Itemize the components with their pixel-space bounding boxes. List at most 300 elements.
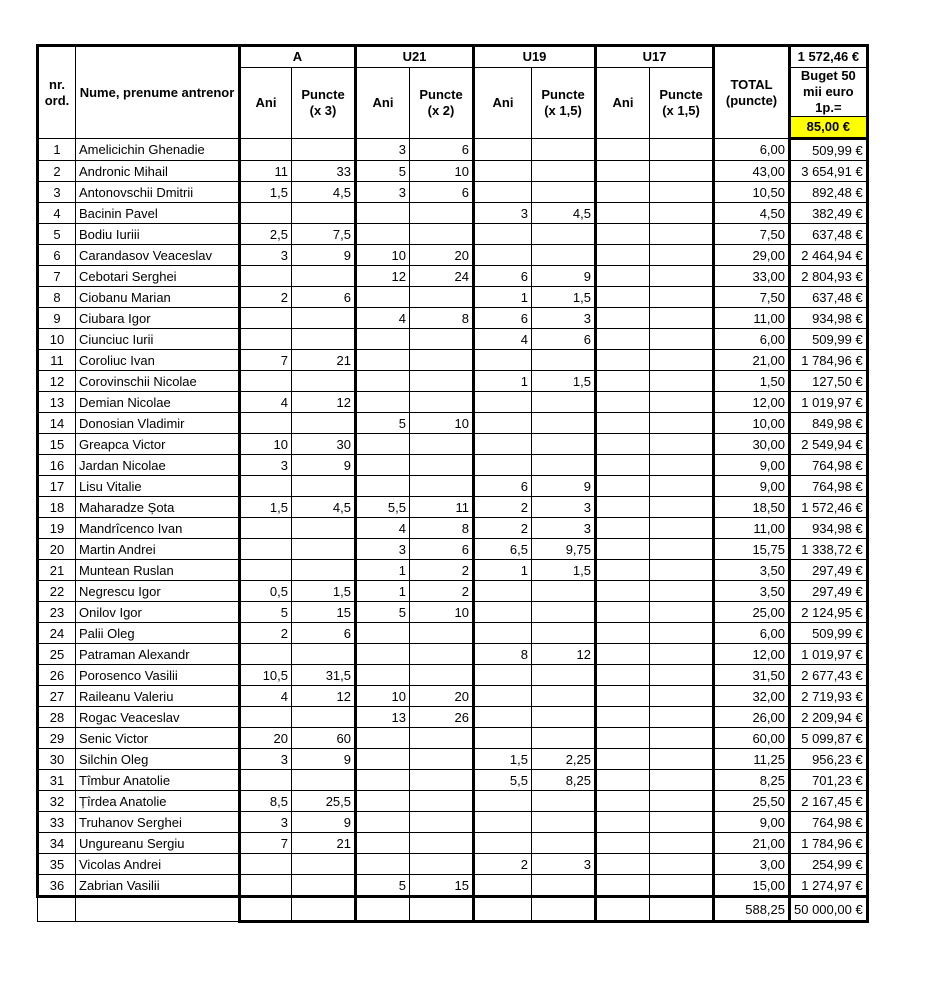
row-u19-ani: 1 [474, 371, 532, 392]
row-euro: 764,98 € [790, 812, 868, 833]
row-u21-ani [356, 329, 410, 350]
row-name: Demian Nicolae [76, 392, 240, 413]
row-total: 25,50 [714, 791, 790, 812]
row-u19-puncte: 1,5 [532, 560, 596, 581]
row-u19-ani: 2 [474, 497, 532, 518]
row-euro: 297,49 € [790, 560, 868, 581]
row-euro: 2 167,45 € [790, 791, 868, 812]
table-row [38, 434, 868, 455]
row-a-puncte [292, 707, 356, 728]
row-u21-puncte [410, 812, 474, 833]
row-u21-puncte: 24 [410, 266, 474, 287]
row-total: 26,00 [714, 707, 790, 728]
row-name: Ciubara Igor [76, 308, 240, 329]
row-u19-ani [474, 434, 532, 455]
row-u17-puncte [650, 476, 714, 497]
row-a-ani [240, 139, 292, 161]
row-a-ani [240, 875, 292, 897]
row-u17-puncte [650, 686, 714, 707]
row-u21-puncte [410, 203, 474, 224]
row-u21-ani: 12 [356, 266, 410, 287]
table-row [38, 623, 868, 644]
table-row [38, 497, 868, 518]
row-u19-ani [474, 812, 532, 833]
row-u17-puncte [650, 455, 714, 476]
row-euro: 637,48 € [790, 287, 868, 308]
row-a-ani [240, 707, 292, 728]
row-name: Muntean Ruslan [76, 560, 240, 581]
row-u21-ani: 13 [356, 707, 410, 728]
table-row [38, 139, 868, 161]
row-u17-ani [596, 392, 650, 413]
row-name: Martin Andrei [76, 539, 240, 560]
row-u19-ani: 4 [474, 329, 532, 350]
row-u17-puncte [650, 350, 714, 371]
row-u19-ani [474, 455, 532, 476]
row-u19-ani [474, 161, 532, 182]
row-u17-puncte [650, 161, 714, 182]
row-u21-puncte [410, 287, 474, 308]
row-total: 11,25 [714, 749, 790, 770]
row-euro: 1 338,72 € [790, 539, 868, 560]
row-u21-puncte: 8 [410, 308, 474, 329]
row-total: 10,50 [714, 182, 790, 203]
row-a-puncte: 25,5 [292, 791, 356, 812]
row-u17-ani [596, 476, 650, 497]
row-total: 12,00 [714, 392, 790, 413]
row-euro: 2 464,94 € [790, 245, 868, 266]
row-u21-ani: 5 [356, 161, 410, 182]
row-u19-puncte [532, 245, 596, 266]
table-row [38, 476, 868, 497]
row-u17-puncte [650, 770, 714, 791]
row-euro: 849,98 € [790, 413, 868, 434]
row-u21-ani [356, 434, 410, 455]
row-u17-puncte [650, 224, 714, 245]
row-u21-ani [356, 350, 410, 371]
row-u17-puncte [650, 308, 714, 329]
table-row [38, 224, 868, 245]
row-u21-puncte [410, 644, 474, 665]
row-nr: 11 [38, 350, 76, 371]
row-name: Zabrian Vasilii [76, 875, 240, 897]
row-nr: 16 [38, 455, 76, 476]
row-nr: 10 [38, 329, 76, 350]
row-u21-puncte [410, 854, 474, 875]
table-row [38, 560, 868, 581]
row-u17-ani [596, 791, 650, 812]
row-u21-puncte [410, 371, 474, 392]
row-u19-puncte: 9,75 [532, 539, 596, 560]
row-nr: 21 [38, 560, 76, 581]
row-u21-puncte: 15 [410, 875, 474, 897]
table-row [38, 791, 868, 812]
totals-empty-nr [38, 897, 76, 922]
row-a-ani [240, 770, 292, 791]
row-nr: 3 [38, 182, 76, 203]
row-a-ani: 5 [240, 602, 292, 623]
row-total: 32,00 [714, 686, 790, 707]
row-u19-puncte [532, 833, 596, 854]
row-u19-puncte: 1,5 [532, 371, 596, 392]
row-u19-puncte [532, 413, 596, 434]
row-u17-ani [596, 518, 650, 539]
row-a-ani: 10,5 [240, 665, 292, 686]
row-u17-puncte [650, 623, 714, 644]
row-u19-puncte: 8,25 [532, 770, 596, 791]
row-name: Greapca Victor [76, 434, 240, 455]
row-a-ani: 7 [240, 833, 292, 854]
row-name: Palii Oleg [76, 623, 240, 644]
row-nr: 9 [38, 308, 76, 329]
row-u17-puncte [650, 266, 714, 287]
row-name: Coroliuc Ivan [76, 350, 240, 371]
totals-empty-u17-ani [596, 897, 650, 922]
row-name: Ciunciuc Iurii [76, 329, 240, 350]
row-total: 9,00 [714, 812, 790, 833]
row-total: 8,25 [714, 770, 790, 791]
row-u17-ani [596, 770, 650, 791]
row-u19-puncte: 3 [532, 518, 596, 539]
row-u21-ani [356, 203, 410, 224]
table-row [38, 728, 868, 749]
row-nr: 24 [38, 623, 76, 644]
row-nr: 26 [38, 665, 76, 686]
row-u17-puncte [650, 497, 714, 518]
row-name: Țîrdea Anatolie [76, 791, 240, 812]
row-total: 3,00 [714, 854, 790, 875]
row-u19-puncte: 3 [532, 854, 596, 875]
row-a-ani [240, 203, 292, 224]
row-a-puncte: 9 [292, 749, 356, 770]
row-u21-puncte [410, 623, 474, 644]
row-euro: 637,48 € [790, 224, 868, 245]
row-total: 18,50 [714, 497, 790, 518]
table-row [38, 455, 868, 476]
totals-empty-u21-p [410, 897, 474, 922]
row-name: Rogac Veaceslav [76, 707, 240, 728]
row-a-ani: 7 [240, 350, 292, 371]
row-u21-ani [356, 371, 410, 392]
row-nr: 23 [38, 602, 76, 623]
row-a-ani [240, 476, 292, 497]
row-a-ani [240, 329, 292, 350]
row-name: Senic Victor [76, 728, 240, 749]
row-nr: 7 [38, 266, 76, 287]
row-u19-puncte [532, 602, 596, 623]
row-total: 10,00 [714, 413, 790, 434]
row-a-puncte [292, 139, 356, 161]
row-euro: 934,98 € [790, 518, 868, 539]
row-a-puncte: 6 [292, 623, 356, 644]
row-u19-ani [474, 139, 532, 161]
row-u19-puncte [532, 392, 596, 413]
row-u19-puncte: 6 [532, 329, 596, 350]
row-a-puncte: 4,5 [292, 497, 356, 518]
row-u19-puncte: 9 [532, 266, 596, 287]
row-u19-puncte: 9 [532, 476, 596, 497]
row-u21-puncte: 2 [410, 560, 474, 581]
header-u17-puncte: Puncte (x 1,5) [650, 68, 714, 139]
header-u19-puncte: Puncte (x 1,5) [532, 68, 596, 139]
row-euro: 509,99 € [790, 329, 868, 350]
row-a-ani [240, 371, 292, 392]
table-row [38, 770, 868, 791]
totals-points: 588,25 [714, 897, 790, 922]
row-u21-ani: 1 [356, 581, 410, 602]
row-name: Amelicichin Ghenadie [76, 139, 240, 161]
row-nr: 32 [38, 791, 76, 812]
table-row [38, 833, 868, 854]
row-u17-puncte [650, 749, 714, 770]
row-u19-ani [474, 686, 532, 707]
row-a-puncte [292, 539, 356, 560]
row-euro: 2 677,43 € [790, 665, 868, 686]
table-row [38, 308, 868, 329]
row-u17-ani [596, 749, 650, 770]
row-u17-puncte [650, 875, 714, 897]
row-u19-ani: 2 [474, 518, 532, 539]
row-u17-puncte [650, 518, 714, 539]
row-u19-ani: 6 [474, 476, 532, 497]
table-row [38, 161, 868, 182]
totals-empty-u19-p [532, 897, 596, 922]
row-nr: 18 [38, 497, 76, 518]
row-a-puncte [292, 518, 356, 539]
row-total: 43,00 [714, 161, 790, 182]
row-a-ani: 20 [240, 728, 292, 749]
row-a-ani: 2,5 [240, 224, 292, 245]
row-total: 33,00 [714, 266, 790, 287]
row-a-ani: 4 [240, 686, 292, 707]
row-name: Ciobanu Marian [76, 287, 240, 308]
row-u19-ani: 6 [474, 308, 532, 329]
row-a-puncte: 9 [292, 245, 356, 266]
row-u19-puncte [532, 434, 596, 455]
row-a-ani: 3 [240, 749, 292, 770]
row-u17-puncte [650, 182, 714, 203]
row-a-puncte: 7,5 [292, 224, 356, 245]
row-u19-ani [474, 392, 532, 413]
row-nr: 2 [38, 161, 76, 182]
row-nr: 27 [38, 686, 76, 707]
totals-empty-name [76, 897, 240, 922]
row-u19-puncte [532, 623, 596, 644]
row-u21-ani [356, 665, 410, 686]
row-u17-puncte [650, 812, 714, 833]
table-row [38, 686, 868, 707]
header-point-value: 85,00 € [790, 117, 868, 139]
row-u19-puncte [532, 665, 596, 686]
table-row [38, 329, 868, 350]
row-total: 30,00 [714, 434, 790, 455]
row-u21-ani [356, 287, 410, 308]
header-nr: nr. ord. [38, 46, 76, 139]
row-u17-ani [596, 182, 650, 203]
row-a-puncte: 9 [292, 812, 356, 833]
header-u19-ani: Ani [474, 68, 532, 139]
row-total: 1,50 [714, 371, 790, 392]
row-u17-ani [596, 266, 650, 287]
row-euro: 254,99 € [790, 854, 868, 875]
row-name: Tîmbur Anatolie [76, 770, 240, 791]
row-euro: 2 209,94 € [790, 707, 868, 728]
row-u19-puncte [532, 224, 596, 245]
totals-empty-u19-ani [474, 897, 532, 922]
row-u21-puncte [410, 833, 474, 854]
header-budget: Buget 50 mii euro 1p.= [790, 68, 868, 117]
row-a-puncte: 31,5 [292, 665, 356, 686]
row-name: Truhanov Serghei [76, 812, 240, 833]
row-total: 15,00 [714, 875, 790, 897]
row-u17-ani [596, 686, 650, 707]
row-a-puncte [292, 770, 356, 791]
row-euro: 2 719,93 € [790, 686, 868, 707]
row-total: 9,00 [714, 455, 790, 476]
row-u17-ani [596, 833, 650, 854]
row-total: 7,50 [714, 287, 790, 308]
row-u19-ani [474, 245, 532, 266]
table-row [38, 875, 868, 897]
row-total: 29,00 [714, 245, 790, 266]
row-a-ani [240, 539, 292, 560]
row-u21-puncte: 2 [410, 581, 474, 602]
row-euro: 892,48 € [790, 182, 868, 203]
row-nr: 15 [38, 434, 76, 455]
row-name: Donosian Vladimir [76, 413, 240, 434]
row-a-puncte: 12 [292, 686, 356, 707]
row-a-puncte [292, 854, 356, 875]
row-u19-ani [474, 875, 532, 897]
row-u17-puncte [650, 707, 714, 728]
row-u21-ani [356, 476, 410, 497]
row-u21-ani [356, 224, 410, 245]
row-nr: 4 [38, 203, 76, 224]
row-u19-ani [474, 413, 532, 434]
row-u21-ani: 5 [356, 875, 410, 897]
row-u21-ani [356, 791, 410, 812]
row-euro: 509,99 € [790, 623, 868, 644]
row-u21-ani [356, 644, 410, 665]
row-name: Andronic Mihail [76, 161, 240, 182]
row-nr: 5 [38, 224, 76, 245]
row-u17-ani [596, 539, 650, 560]
row-u21-ani [356, 812, 410, 833]
totals-euro: 50 000,00 € [790, 897, 868, 922]
row-u19-ani: 6 [474, 266, 532, 287]
row-a-puncte [292, 266, 356, 287]
row-name: Raileanu Valeriu [76, 686, 240, 707]
row-a-ani: 0,5 [240, 581, 292, 602]
row-a-ani: 10 [240, 434, 292, 455]
row-u19-puncte [532, 875, 596, 897]
row-u21-puncte: 10 [410, 602, 474, 623]
row-a-ani: 3 [240, 455, 292, 476]
row-u17-puncte [650, 371, 714, 392]
row-nr: 8 [38, 287, 76, 308]
row-name: Jardan Nicolae [76, 455, 240, 476]
row-u21-ani [356, 392, 410, 413]
row-total: 3,50 [714, 581, 790, 602]
row-u19-puncte [532, 812, 596, 833]
row-u17-puncte [650, 139, 714, 161]
row-total: 11,00 [714, 308, 790, 329]
row-u17-ani [596, 329, 650, 350]
row-u21-ani: 5 [356, 602, 410, 623]
row-u17-ani [596, 602, 650, 623]
row-u21-puncte: 6 [410, 139, 474, 161]
row-u17-ani [596, 350, 650, 371]
row-u21-ani: 3 [356, 139, 410, 161]
row-name: Corovinschii Nicolae [76, 371, 240, 392]
row-u17-ani [596, 455, 650, 476]
row-u17-ani [596, 497, 650, 518]
table-row [38, 371, 868, 392]
row-total: 25,00 [714, 602, 790, 623]
row-a-puncte [292, 476, 356, 497]
row-u19-ani: 2 [474, 854, 532, 875]
row-u21-ani [356, 455, 410, 476]
row-a-ani [240, 560, 292, 581]
row-nr: 35 [38, 854, 76, 875]
table-row [38, 392, 868, 413]
row-u19-puncte [532, 139, 596, 161]
row-u21-ani: 4 [356, 518, 410, 539]
table-row [38, 539, 868, 560]
header-u17-ani: Ani [596, 68, 650, 139]
row-total: 7,50 [714, 224, 790, 245]
totals-empty-u21-ani [356, 897, 410, 922]
table-row [38, 644, 868, 665]
row-u17-ani [596, 139, 650, 161]
row-a-puncte [292, 875, 356, 897]
row-total: 21,00 [714, 350, 790, 371]
row-u17-ani [596, 854, 650, 875]
row-name: Vicolas Andrei [76, 854, 240, 875]
row-u19-ani: 6,5 [474, 539, 532, 560]
row-u17-puncte [650, 728, 714, 749]
row-a-puncte: 21 [292, 350, 356, 371]
row-name: Silchin Oleg [76, 749, 240, 770]
row-u19-puncte [532, 182, 596, 203]
row-euro: 2 804,93 € [790, 266, 868, 287]
row-u21-puncte [410, 455, 474, 476]
row-a-ani: 1,5 [240, 182, 292, 203]
row-euro: 3 654,91 € [790, 161, 868, 182]
row-u21-ani: 4 [356, 308, 410, 329]
row-a-puncte [292, 329, 356, 350]
row-u17-ani [596, 287, 650, 308]
row-u21-ani [356, 833, 410, 854]
row-u19-puncte [532, 728, 596, 749]
row-nr: 34 [38, 833, 76, 854]
row-u17-puncte [650, 833, 714, 854]
row-u19-puncte [532, 455, 596, 476]
row-u21-ani: 5,5 [356, 497, 410, 518]
row-u21-puncte [410, 392, 474, 413]
row-name: Bacinin Pavel [76, 203, 240, 224]
row-euro: 1 572,46 € [790, 497, 868, 518]
row-a-puncte: 30 [292, 434, 356, 455]
row-euro: 934,98 € [790, 308, 868, 329]
row-name: Mandrîcenco Ivan [76, 518, 240, 539]
row-u21-puncte [410, 665, 474, 686]
row-u21-puncte [410, 329, 474, 350]
row-euro: 5 099,87 € [790, 728, 868, 749]
row-u17-ani [596, 434, 650, 455]
header-group-u19: U19 [474, 46, 596, 68]
row-u19-ani [474, 791, 532, 812]
